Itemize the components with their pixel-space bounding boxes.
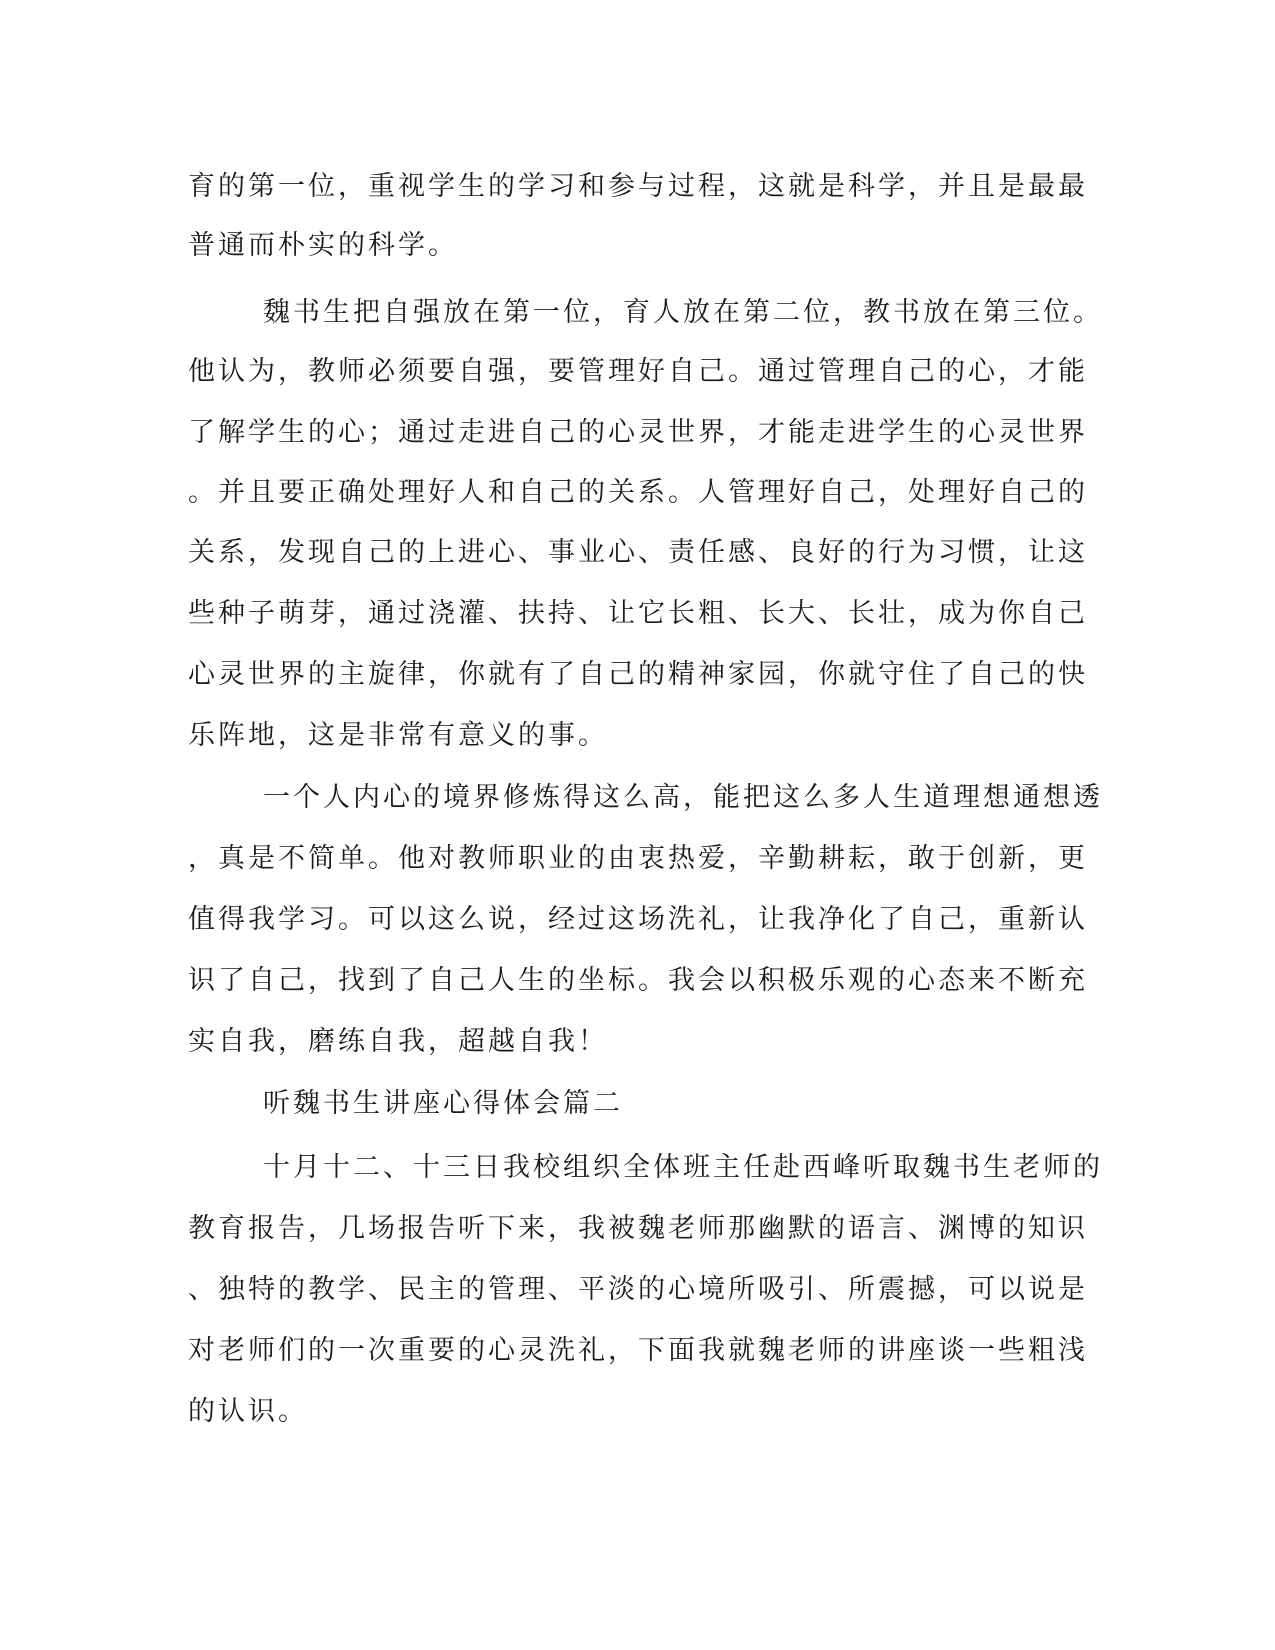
text-line: 实自我，磨练自我，超越自我！ — [188, 1026, 608, 1057]
text-line: 对老师们的一次重要的心灵洗礼，下面我就魏老师的讲座谈一些粗浅 — [188, 1335, 1088, 1366]
section-heading: 听魏书生讲座心得体会篇二 — [263, 1088, 623, 1119]
text-line: 乐阵地，这是非常有意义的事。 — [188, 720, 608, 751]
text-line: 识了自己，找到了自己人生的坐标。我会以积极乐观的心态来不断充 — [188, 965, 1088, 996]
text-line: 教育报告，几场报告听下来，我被魏老师那幽默的语言、渊博的知识 — [188, 1213, 1088, 1244]
text-line: 关系，发现自己的上进心、事业心、责任感、良好的行为习惯，让这 — [188, 537, 1088, 568]
text-line: 些种子萌芽，通过浇灌、扶持、让它长粗、长大、长壮，成为你自己 — [188, 598, 1088, 629]
paragraph-first-line: 十月十二、十三日我校组织全体班主任赴西峰听取魏书生老师的 — [263, 1152, 1103, 1183]
paragraph-first-line: 魏书生把自强放在第一位，育人放在第二位，教书放在第三位。 — [263, 297, 1103, 328]
text-line: 值得我学习。可以这么说，经过这场洗礼，让我净化了自己，重新认 — [188, 904, 1088, 935]
text-line: 育的第一位，重视学生的学习和参与过程，这就是科学，并且是最最 — [188, 171, 1088, 202]
text-line: 了解学生的心；通过走进自己的心灵世界，才能走进学生的心灵世界 — [188, 417, 1088, 448]
text-line: 的认识。 — [188, 1396, 308, 1427]
text-line: 他认为，教师必须要自强，要管理好自己。通过管理自己的心，才能 — [188, 356, 1088, 387]
paragraph-first-line: 一个人内心的境界修炼得这么高，能把这么多人生道理想通想透 — [263, 782, 1103, 813]
text-line: ，真是不简单。他对教师职业的由衷热爱，辛勤耕耘，敢于创新，更 — [188, 843, 1088, 874]
text-line: 普通而朴实的科学。 — [188, 230, 458, 261]
text-line: 。并且要正确处理好人和自己的关系。人管理好自己，处理好自己的 — [188, 477, 1088, 508]
text-line: 心灵世界的主旋律，你就有了自己的精神家园，你就守住了自己的快 — [188, 659, 1088, 690]
text-line: 、独特的教学、民主的管理、平淡的心境所吸引、所震撼，可以说是 — [188, 1274, 1088, 1305]
